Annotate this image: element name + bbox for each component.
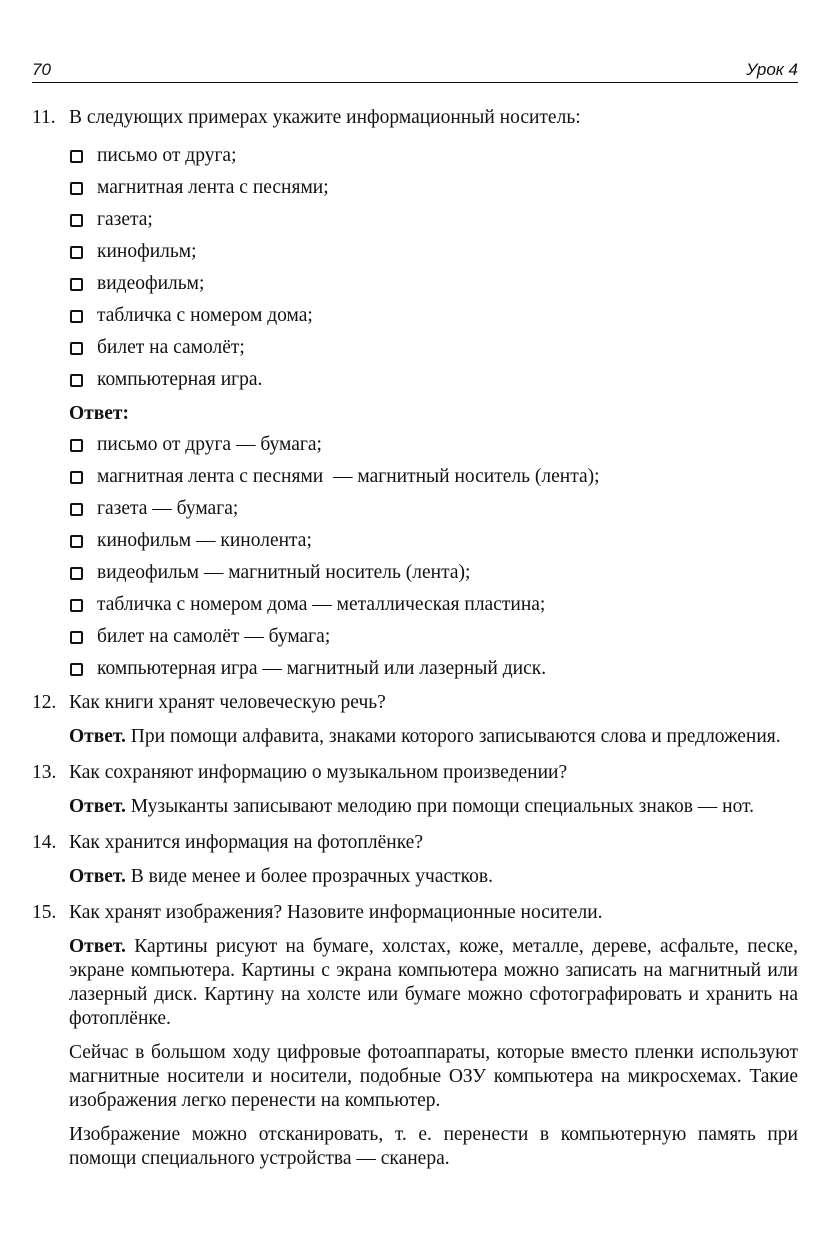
checkbox-icon xyxy=(70,663,83,676)
checkbox-icon xyxy=(70,278,83,291)
checkbox-icon xyxy=(70,374,83,387)
option-item: билет на самолёт; xyxy=(69,332,798,364)
option-item: видеофильм; xyxy=(69,268,798,300)
question-text: Как книги хранят человеческую речь? xyxy=(69,692,386,713)
checkbox-icon xyxy=(70,535,83,548)
option-item: компьютерная игра. xyxy=(69,364,798,396)
checkbox-icon xyxy=(70,246,83,259)
answer-item: письмо от друга — бумага; xyxy=(69,429,798,461)
question-14 xyxy=(32,831,798,855)
question-13 xyxy=(32,761,798,785)
answer-item: видеофильм — магнитный носитель (лента); xyxy=(69,557,798,589)
option-item: газета; xyxy=(69,204,798,236)
answers-list xyxy=(32,429,798,685)
question-11 xyxy=(32,106,798,138)
answer-item: компьютерная игра — магнитный или лазерный диск. xyxy=(69,653,798,685)
page-header xyxy=(32,58,798,83)
answer-item: магнитная лента с песнями — магнитный носитель (лента); xyxy=(69,461,798,493)
answer-label: Ответ. xyxy=(69,866,126,887)
answer-13 xyxy=(69,795,798,819)
question-text: В следующих примерах укажите информационный носитель: xyxy=(69,107,581,128)
paragraph-scanner: Изображение можно отсканировать, т. е. перенести в компьютерную память при помощи специального устройства — сканера. xyxy=(69,1124,798,1169)
answer-text: При помощи алфавита, знаками которого записываются слова и предложения. xyxy=(130,726,781,747)
page-content xyxy=(32,106,798,1171)
lesson-title: Урок 4 xyxy=(746,60,798,79)
question-12 xyxy=(32,691,798,715)
question-number: 13. xyxy=(32,762,57,783)
answer-12 xyxy=(69,725,798,749)
answer-text: В виде менее и более прозрачных участков. xyxy=(130,866,493,887)
answer-text: Музыканты записывают мелодию при помощи специальных знаков — нот. xyxy=(130,796,755,817)
options-list xyxy=(32,140,798,396)
question-text: Как сохраняют информацию о музыкальном произведении? xyxy=(69,762,568,783)
answer-item: газета — бумага; xyxy=(69,493,798,525)
question-15 xyxy=(32,901,798,925)
page-number: 70 xyxy=(32,60,51,79)
question-number: 14. xyxy=(32,832,57,853)
answer-label: Ответ. xyxy=(69,726,126,747)
answer-text: Картины рисуют на бумаге, холстах, коже, металле, дереве, асфальте, песке, экране компьютера. Картины с экрана компьютера можно записать на магнитный или лазерный диск. Картину на холсте или бумаге можно сфотографировать и хранить на фотоплёнке. xyxy=(69,936,799,1029)
checkbox-icon xyxy=(70,214,83,227)
answer-item: кинофильм — кинолента; xyxy=(69,525,798,557)
checkbox-icon xyxy=(70,150,83,163)
option-item: кинофильм; xyxy=(69,236,798,268)
checkbox-icon xyxy=(70,631,83,644)
answer-label: Ответ. xyxy=(69,936,126,957)
question-number: 12. xyxy=(32,692,57,713)
question-number: 15. xyxy=(32,902,57,923)
answer-item: билет на самолёт — бумага; xyxy=(69,621,798,653)
checkbox-icon xyxy=(70,342,83,355)
checkbox-icon xyxy=(70,471,83,484)
answer-15 xyxy=(69,935,798,1031)
option-item: письмо от друга; xyxy=(69,140,798,172)
answer-item: табличка с номером дома — металлическая пластина; xyxy=(69,589,798,621)
checkbox-icon xyxy=(70,310,83,323)
checkbox-icon xyxy=(70,567,83,580)
question-text: Как хранят изображения? Назовите информационные носители. xyxy=(69,902,603,923)
checkbox-icon xyxy=(70,503,83,516)
answer-14 xyxy=(69,865,798,889)
answer-label: Ответ. xyxy=(69,796,126,817)
checkbox-icon xyxy=(70,182,83,195)
question-number: 11. xyxy=(32,107,56,128)
paragraph-digital-cameras: Сейчас в большом ходу цифровые фотоаппараты, которые вместо пленки используют магнитные носители и носители, подобные ОЗУ компьютера на микросхемах. Такие изображения легко перенести на компьютер. xyxy=(69,1042,798,1111)
option-item: магнитная лента с песнями; xyxy=(69,172,798,204)
checkbox-icon xyxy=(70,439,83,452)
checkbox-icon xyxy=(70,599,83,612)
answer-label: Ответ: xyxy=(69,403,130,424)
question-text: Как хранится информация на фотоплёнке? xyxy=(69,832,423,853)
option-item: табличка с номером дома; xyxy=(69,300,798,332)
